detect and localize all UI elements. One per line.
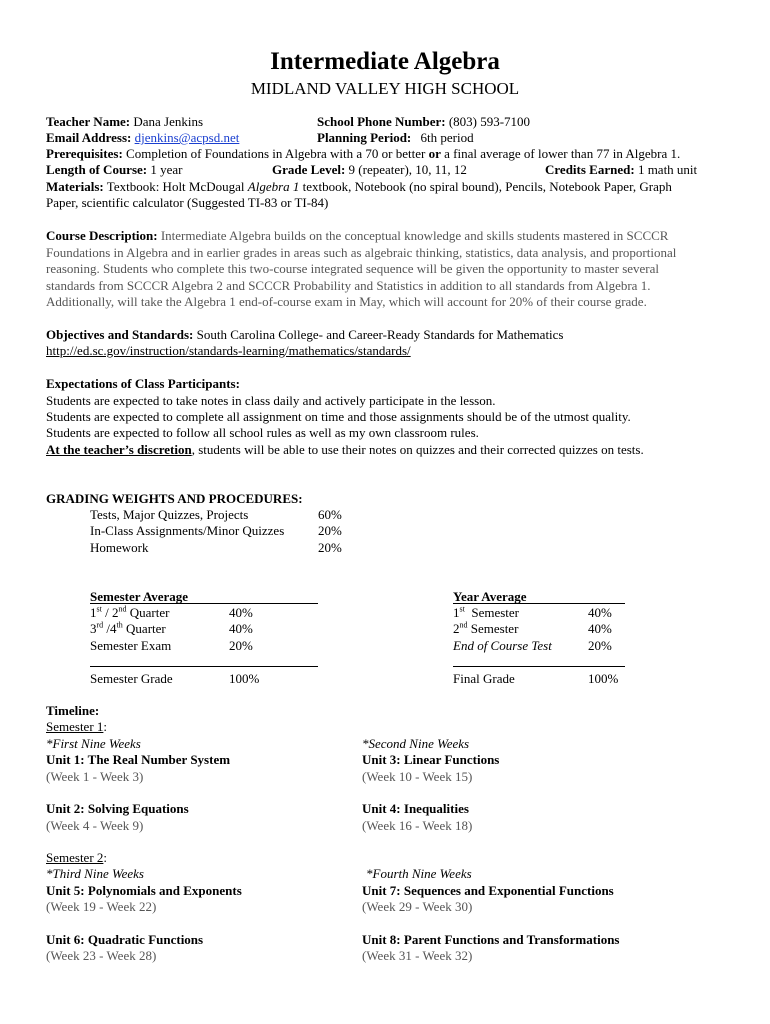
semester-average-heading: Semester Average [90, 589, 189, 604]
semester-grade-label: Semester Grade [90, 671, 173, 686]
teacher-discretion: At the teacher’s discretion [46, 442, 192, 457]
objectives-label: Objectives and Standards: [46, 327, 194, 342]
fourth-nine-weeks: *Fourth Nine Weeks [366, 866, 472, 881]
materials-text-2: textbook, Notebook (no spiral bound), Pencils, Notebook Paper, Graph [302, 179, 672, 194]
semester-1-heading: Semester 1: [46, 719, 108, 734]
unit-3-weeks: (Week 10 - Week 15) [362, 769, 473, 784]
school-phone [317, 114, 530, 130]
planning-label: Planning Period: [317, 130, 412, 145]
semester-quarter-3-4-pct: 40% [229, 621, 253, 636]
school-name: MIDLAND VALLEY HIGH SCHOOL [250, 79, 520, 98]
prereq-or: or [428, 146, 441, 161]
grading-weight-homework: 20% [318, 540, 342, 555]
credits-earned [545, 162, 697, 178]
credits-value: 1 math unit [637, 162, 698, 177]
length-label: Length of Course: [46, 162, 148, 177]
semester-quarter-1-2-pct: 40% [229, 605, 253, 620]
unit-6-weeks: (Week 23 - Week 28) [46, 948, 157, 963]
year-semester-2-pct: 40% [588, 621, 612, 636]
semester-quarter-1-2: 1st / 2nd Quarter [90, 604, 170, 620]
course-description-line-4: standards from SCCCR Algebra 2 and SCCCR Probability and Statistics in addition to all standards from Algebra 1. [46, 278, 651, 293]
third-nine-weeks: *Third Nine Weeks [46, 866, 144, 881]
course-description-label: Course Description: [46, 228, 158, 243]
grade-level [272, 162, 467, 178]
grading-row-homework: Homework [90, 540, 149, 555]
expectation-line-4-rest: , students will be able to use their notes on quizzes and their corrected quizzes on tests. [191, 442, 644, 457]
year-semester-2: 2nd Semester [453, 620, 519, 636]
unit-1-weeks: (Week 1 - Week 3) [46, 769, 144, 784]
unit-6-title: Unit 6: Quadratic Functions [46, 932, 204, 947]
teacher-label: Teacher Name: [46, 114, 131, 129]
first-nine-weeks: *First Nine Weeks [46, 736, 141, 751]
course-length [46, 162, 182, 178]
phone-value: (803) 593-7100 [448, 114, 531, 129]
semester-exam-pct: 20% [229, 638, 253, 653]
unit-4-title: Unit 4: Inequalities [362, 801, 469, 816]
unit-1-title: Unit 1: The Real Number System [46, 752, 231, 767]
materials-text-1: Textbook: Holt McDougal [106, 179, 245, 194]
unit-5-weeks: (Week 19 - Week 22) [46, 899, 157, 914]
year-average-underline [453, 603, 625, 604]
prereq-text-1: Completion of Foundations in Algebra with a 70 or better [126, 146, 426, 161]
planning-period [317, 130, 474, 146]
timeline-heading: Timeline: [46, 703, 100, 718]
semester-2-heading: Semester 2: [46, 850, 108, 865]
teacher-value: Dana Jenkins [133, 114, 204, 129]
course-description-line-2: Foundations in Algebra and in earlier grades in areas such as algebraic thinking, statistics, data analysis, and proportional [46, 245, 677, 260]
second-nine-weeks: *Second Nine Weeks [362, 736, 470, 751]
teacher-name [46, 114, 203, 130]
semester-quarter-3-4: 3rd /4th Quarter [90, 620, 166, 636]
objectives-standards [46, 327, 564, 343]
objectives-text: South Carolina College- and Career-Ready Standards for Mathematics [196, 327, 564, 342]
expectation-line-4 [46, 442, 644, 458]
year-semester-1-pct: 40% [588, 605, 612, 620]
grading-row-assignments: In-Class Assignments/Minor Quizzes [90, 523, 285, 538]
grade-label: Grade Level: [272, 162, 346, 177]
prereq-text-2: a final average of lower than 77 in Algebra 1. [444, 146, 681, 161]
semester-total-rule [90, 666, 318, 667]
expectation-line-3: Students are expected to follow all school rules as well as my own classroom rules. [46, 425, 479, 440]
unit-7-title: Unit 7: Sequences and Exponential Functions [362, 883, 614, 898]
year-semester-1: 1st Semester [453, 604, 519, 620]
page-title: Intermediate Algebra [270, 48, 500, 75]
end-of-course-test-pct: 20% [588, 638, 612, 653]
materials [46, 179, 672, 195]
course-description-line-5: Additionally, will take the Algebra 1 end-of-course exam in May, which will account for 20% of their course grade. [46, 294, 647, 309]
credits-label: Credits Earned: [545, 162, 635, 177]
expectations-heading: Expectations of Class Participants: [46, 376, 240, 391]
final-grade-label: Final Grade [453, 671, 515, 686]
expectation-line-1: Students are expected to take notes in class daily and actively participate in the lesson. [46, 393, 496, 408]
unit-7-weeks: (Week 29 - Week 30) [362, 899, 473, 914]
grading-weight-assignments: 20% [318, 523, 342, 538]
unit-3-title: Unit 3: Linear Functions [362, 752, 500, 767]
grading-row-tests: Tests, Major Quizzes, Projects [90, 507, 249, 522]
grading-heading: GRADING WEIGHTS AND PROCEDURES: [46, 491, 303, 506]
prerequisites [46, 146, 680, 162]
final-grade-pct: 100% [588, 671, 619, 686]
year-average-heading: Year Average [453, 589, 527, 604]
materials-line-2: Paper, scientific calculator (Suggested TI-83 or TI-84) [46, 195, 329, 210]
email-address [46, 130, 239, 146]
end-of-course-test-label: End of Course Test [453, 638, 552, 653]
materials-label: Materials: [46, 179, 104, 194]
length-value: 1 year [150, 162, 183, 177]
unit-4-weeks: (Week 16 - Week 18) [362, 818, 473, 833]
unit-5-title: Unit 5: Polynomials and Exponents [46, 883, 242, 898]
semester-exam-label: Semester Exam [90, 638, 172, 653]
unit-2-weeks: (Week 4 - Week 9) [46, 818, 144, 833]
prereq-label: Prerequisites: [46, 146, 123, 161]
course-description-text: Intermediate Algebra builds on the conceptual knowledge and skills students mastered in SCCCR [160, 228, 669, 243]
semester-grade-pct: 100% [229, 671, 260, 686]
year-total-rule [453, 666, 625, 667]
materials-book-title: Algebra 1 [247, 179, 300, 194]
course-description-line-3: reasoning. Students who complete this two-course integrated sequence will be given the opportunity to master several [46, 261, 660, 276]
unit-8-title: Unit 8: Parent Functions and Transformations [362, 932, 620, 947]
unit-8-weeks: (Week 31 - Week 32) [362, 948, 473, 963]
standards-link[interactable]: http://ed.sc.gov/instruction/standards-learning/mathematics/standards/ [46, 343, 411, 358]
expectation-line-2: Students are expected to complete all assignment on time and those assignments should be of the utmost quality. [46, 409, 631, 424]
email-link[interactable]: djenkins@acpsd.net [134, 130, 240, 145]
planning-value: 6th period [420, 130, 474, 145]
grading-weight-tests: 60% [318, 507, 342, 522]
course-description-line-1 [46, 228, 668, 244]
grade-value: 9 (repeater), 10, 11, 12 [348, 162, 467, 177]
email-label: Email Address: [46, 130, 132, 145]
phone-label: School Phone Number: [317, 114, 446, 129]
unit-2-title: Unit 2: Solving Equations [46, 801, 189, 816]
